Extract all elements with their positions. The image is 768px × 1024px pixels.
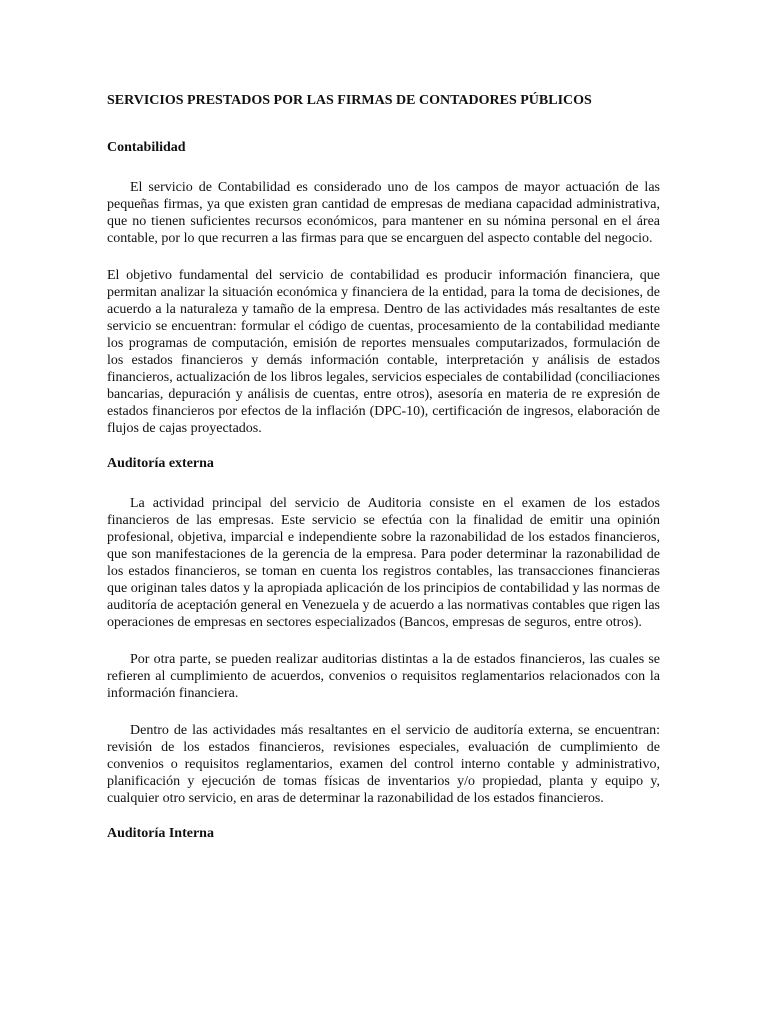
paragraph: El objetivo fundamental del servicio de contabilidad es producir información financiera, que permitan analizar la situación económica y financiera de la entidad, para la toma de decisiones, de acuerdo a la naturaleza y tamaño de la empresa. Dentro de las actividades más resaltantes de este servicio se encuentran: formular el código de cuentas, procesamiento de la contabilidad mediante los programas de computación, emisión de reportes mensuales computarizados, formulación de los estados financieros y demás información contable, interpretación y análisis de estados financieros, actualización de los libros legales, servicios especiales de contabilidad (conciliaciones bancarias, depuración y análisis de cuentas, entre otros), asesoría en materia de re expresión de estados financieros por efectos de la inflación (DPC-10), certificación de ingresos, elaboración de flujos de cajas proyectados. bbox=[107, 268, 660, 436]
section-heading-contabilidad: Contabilidad bbox=[107, 140, 186, 155]
paragraph: El servicio de Contabilidad es considerado uno de los campos de mayor actuación de las pequeñas firmas, ya que existen gran cantidad de empresas de mediana capacidad administrativa, que no tienen suficientes recursos económicos, para mantener en su nómina personal en el área contable, por lo que recurren a las firmas para que se encarguen del aspecto contable del negocio. bbox=[107, 180, 660, 246]
paragraph: Dentro de las actividades más resaltantes en el servicio de auditoría externa, se encuentran: revisión de los estados financieros, revisiones especiales, evaluación de cumplimiento de convenios o requisitos reglamentarios, examen del control interno contable y administrativo, planificación y ejecución de tomas físicas de inventarios y/o propiedad, planta y equipo y, cualquier otro servicio, en aras de determinar la razonabilidad de los estados financieros. bbox=[107, 723, 660, 806]
section-heading-auditoria-interna: Auditoría Interna bbox=[107, 826, 214, 841]
paragraph: Por otra parte, se pueden realizar auditorias distintas a la de estados financieros, las cuales se refieren al cumplimiento de acuerdos, convenios o requisitos reglamentarios relacionados con la información financiera. bbox=[107, 652, 660, 701]
section-heading-auditoria-externa: Auditoría externa bbox=[107, 456, 214, 471]
paragraph: La actividad principal del servicio de Auditoria consiste en el examen de los estados financieros de las empresas. Este servicio se efectúa con la finalidad de emitir una opinión profesional, objetiva, imparcial e independiente sobre la razonabilidad de los estados financieros, que son manifestaciones de la gerencia de la empresa. Para poder determinar la razonabilidad de los estados financieros, se toman en cuenta los registros contables, las transacciones financieras que originan tales datos y la apropiada aplicación de los principios de contabilidad y las normas de auditoría de aceptación general en Venezuela y de acuerdo a las normativas contables que rigen las operaciones de empresas en sectores especializados (Bancos, empresas de seguros, entre otros). bbox=[107, 496, 660, 630]
document-title: SERVICIOS PRESTADOS POR LAS FIRMAS DE CONTADORES PÚBLICOS bbox=[107, 93, 592, 108]
document-body bbox=[107, 92, 660, 865]
